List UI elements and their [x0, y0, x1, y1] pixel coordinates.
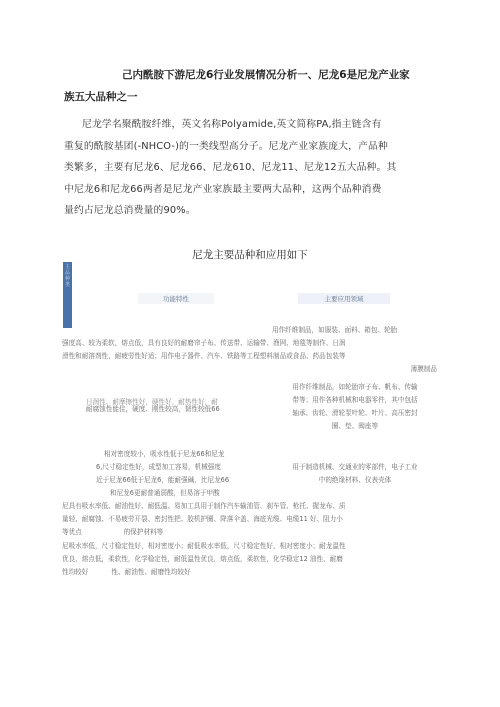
page-title — [0, 64, 500, 108]
row2-app-line: 圈、垫、阀座等 — [331, 422, 379, 430]
row1-full-line: 强度高、较为柔软，熔点低，具有良好的耐磨帘子布、传送带、运输带、渔网、地毯等制作、日润 — [62, 339, 346, 347]
intro-line: 中尼龙6和尼龙66两者是尼龙产业家族最主要两大品种，这两个品种消费 — [64, 183, 382, 195]
row5-line: 优良，熔点低，柔软性，化学稳定性，耐低温性优良，熔点低，柔软性，化学稳定12 油性、耐磨 — [62, 555, 343, 563]
intro-line: 尼龙学名聚酰胺纤维，英文名称Polyamide,英文简称PA,指主链含有 — [82, 119, 382, 130]
row2-app-line: 轴承、齿轮、滑轮泵叶轮、叶片、高压密封 — [292, 409, 418, 417]
title-line-1: 己内酰胺下游尼龙6行业发展情况分析一、尼龙6是尼龙产业家 — [122, 69, 410, 81]
row5-line: 尼吸水率低，尺寸稳定性好，相对密度小；耐低吸水率低，尺寸稳定性好，相对密度小；耐龙温性 — [62, 542, 346, 550]
row3-prop-line: 近于尼龙66低于尼龙6，能耐强碱，比尼龙66 — [96, 476, 230, 484]
row1-app-line1: 用作纤维制品，如服装、面料、箱包、轮胎 — [272, 326, 398, 334]
side-label: 主 品 种 类 — [64, 264, 70, 288]
title-line-2: 族五大品种之一 — [64, 91, 138, 103]
row3-app-line: 用于制造机械、交通业的零部件，电子工业 — [292, 463, 418, 471]
side-label-bar — [63, 262, 72, 328]
column-header-application: 主要应用领域 — [298, 293, 390, 304]
row2-prop-line1: 日润性、耐摩擦性好，硬性好，耐热性好，耐 — [86, 398, 218, 406]
intro-line: 量约占尼龙总消费量的90%。 — [64, 205, 196, 216]
row2-app-line: 带等；用作各种机械和电器零件，其中包括 — [292, 396, 418, 404]
intro-line: 类繁多，主要有尼龙6、尼龙66、尼龙610、尼龙11、尼龙12五大品种。其 — [64, 162, 397, 173]
row4-line: 等优点 的保护材料等 — [62, 528, 164, 536]
intro-line: 重复的酰胺基团(-NHCO-)的一类线型高分子。尼龙产业家族庞大，产品种 — [64, 140, 388, 152]
intro-paragraph — [64, 114, 434, 222]
row1-app-last: 薄膜制品 — [410, 365, 437, 373]
row3-prop-line: 6,尺寸稳定性好，成型加工容易，机械强度 — [96, 463, 221, 471]
row2-prop-line2: 耐腐蚀性能佳，硬度、刚性较高，韧性较低66 — [86, 405, 220, 413]
row5-line: 性均较好 性、耐油性、耐磨性均较好 — [62, 568, 191, 576]
table-heading: 尼龙主要品种和应用如下 — [192, 249, 308, 261]
row2-app-line: 用作纤维制品，如轮胎帘子布、帆布、传输 — [292, 383, 418, 391]
row1-full-line: 滑性和耐溶剂性，耐疲劳性好适；用作电子器件、汽车、铁路等工程塑料制品或食品、药品包装等 — [62, 352, 346, 360]
row3-prop-line: 和尼龙6更耐普通弱酸，但易溶于甲酸 — [110, 489, 220, 497]
column-header-property: 功能特性 — [138, 293, 214, 304]
row4-line: 量轻、耐腐蚀、不易疲劳开裂、密封性把、胶机护圈、降落伞盖、海底光缆、电缆11 好、阻力小 — [62, 515, 343, 523]
row4-line: 尼具有吸水率低、耐油性好、耐低温、易加工具用于制作汽车输油管、刹车管、枪托、握龙布、质 — [62, 502, 346, 510]
row3-app-line: 中的绝缘材料、仪表壳体 — [318, 476, 392, 484]
row3-prop-line: 相对密度较小，吸水性低于尼龙66和尼龙 — [104, 450, 225, 458]
